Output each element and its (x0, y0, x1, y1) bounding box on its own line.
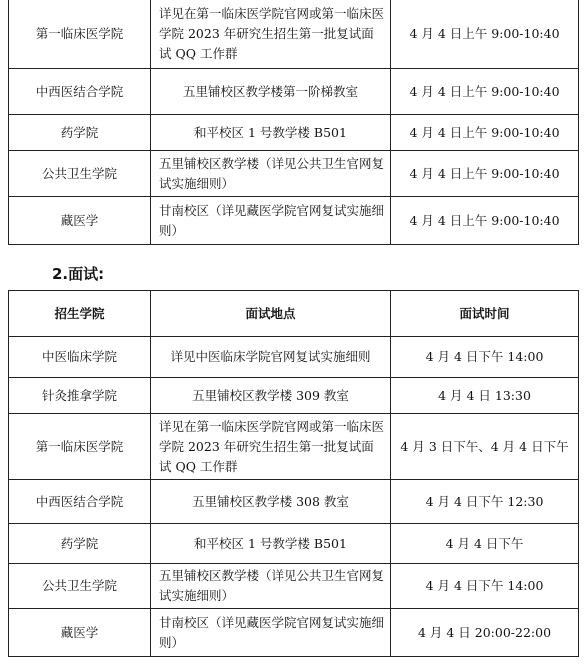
college-cell: 中西医结合学院 (9, 480, 151, 524)
place-cell: 五里铺校区教学楼第一阶梯教室 (151, 69, 391, 115)
table-row (9, 151, 579, 197)
time-cell: 4 月 4 日上午 9:00-10:40 (391, 115, 579, 151)
time-cell: 4 月 4 日 13:30 (391, 378, 579, 414)
table-row (9, 69, 579, 115)
college-cell: 公共卫生学院 (9, 151, 151, 197)
place-cell: 五里铺校区教学楼 308 教室 (151, 480, 391, 524)
college-cell: 药学院 (9, 115, 151, 151)
college-cell: 藏医学 (9, 197, 151, 245)
time-cell: 4 月 4 日下午 (391, 524, 579, 564)
table-row (9, 378, 579, 414)
time-header: 面试时间 (391, 291, 579, 337)
time-cell: 4 月 3 日下午、4 月 4 日下午 (391, 414, 579, 480)
place-cell: 五里铺校区教学楼（详见公共卫生官网复试实施细则） (151, 564, 391, 609)
time-cell: 4 月 4 日 20:00-22:00 (391, 609, 579, 657)
college-cell: 藏医学 (9, 609, 151, 657)
table-header-row (9, 291, 579, 337)
place-cell: 和平校区 1 号教学楼 B501 (151, 524, 391, 564)
college-cell: 第一临床医学院 (9, 0, 151, 69)
time-cell: 4 月 4 日下午 14:00 (391, 337, 579, 378)
time-cell: 4 月 4 日上午 9:00-10:40 (391, 197, 579, 245)
table-row (9, 0, 579, 69)
time-cell: 4 月 4 日上午 9:00-10:40 (391, 151, 579, 197)
place-cell: 五里铺校区教学楼（详见公共卫生官网复试实施细则） (151, 151, 391, 197)
place-cell: 详见在第一临床医学院官网或第一临床医学院 2023 年研究生招生第一批复试面试 QQ 工作群 (151, 414, 391, 480)
college-cell: 公共卫生学院 (9, 564, 151, 609)
table-row (9, 414, 579, 480)
interview-table (8, 290, 579, 657)
table-row (9, 115, 579, 151)
place-cell: 五里铺校区教学楼 309 教室 (151, 378, 391, 414)
table-row (9, 609, 579, 657)
table-row (9, 480, 579, 524)
college-cell: 第一临床医学院 (9, 414, 151, 480)
time-cell: 4 月 4 日下午 14:00 (391, 564, 579, 609)
college-cell: 药学院 (9, 524, 151, 564)
table-row (9, 564, 579, 609)
table-row (9, 524, 579, 564)
table-row (9, 197, 579, 245)
time-cell: 4 月 4 日上午 9:00-10:40 (391, 69, 579, 115)
place-cell: 和平校区 1 号教学楼 B501 (151, 115, 391, 151)
time-cell: 4 月 4 日上午 9:00-10:40 (391, 0, 579, 69)
college-cell: 中西医结合学院 (9, 69, 151, 115)
place-cell: 详见在第一临床医学院官网或第一临床医学院 2023 年研究生招生第一批复试面试 QQ 工作群 (151, 0, 391, 69)
place-cell: 甘南校区（详见藏医学院官网复试实施细则） (151, 197, 391, 245)
place-cell: 甘南校区（详见藏医学院官网复试实施细则） (151, 609, 391, 657)
place-cell: 详见中医临床学院官网复试实施细则 (151, 337, 391, 378)
college-header: 招生学院 (9, 291, 151, 337)
table-row (9, 337, 579, 378)
time-cell: 4 月 4 日下午 12:30 (391, 480, 579, 524)
place-header: 面试地点 (151, 291, 391, 337)
college-cell: 中医临床学院 (9, 337, 151, 378)
written-exam-table (8, 0, 579, 245)
section-title: 2.面试: (52, 265, 105, 283)
college-cell: 针灸推拿学院 (9, 378, 151, 414)
